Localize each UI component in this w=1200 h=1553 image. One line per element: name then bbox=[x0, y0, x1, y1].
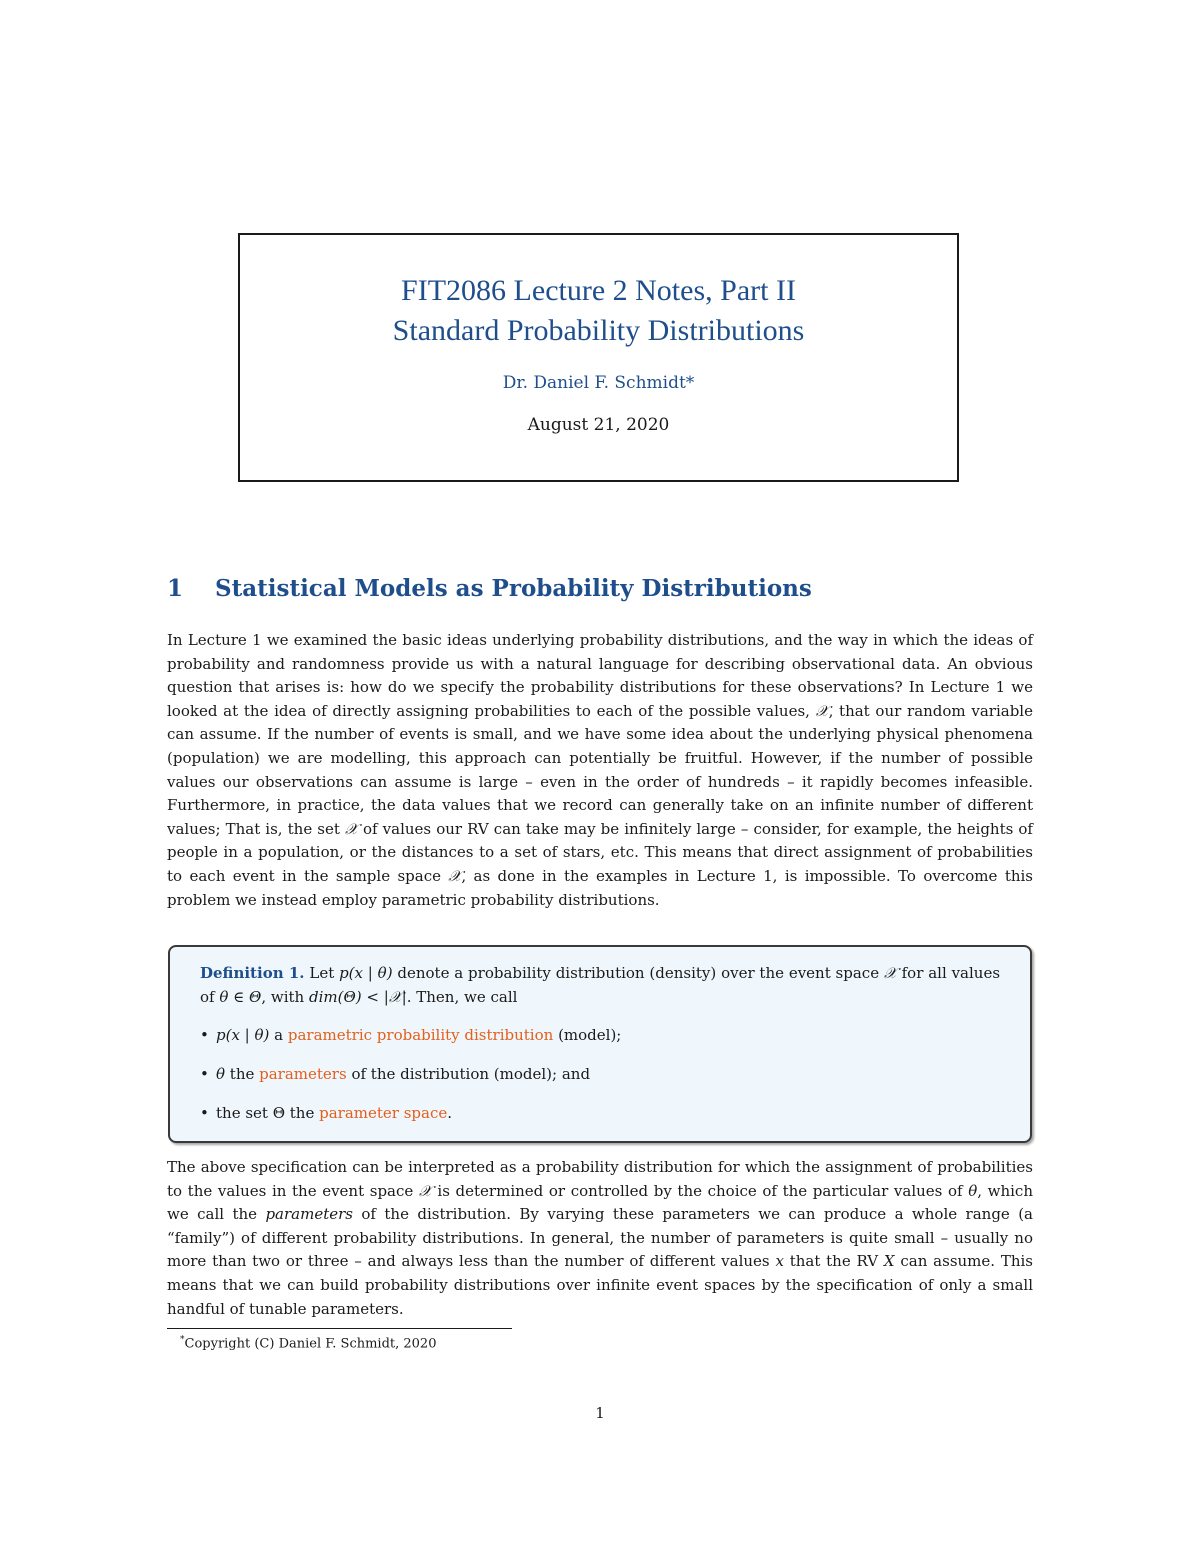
text-run: . Then, we call bbox=[406, 988, 518, 1006]
bullet-icon: • bbox=[200, 1026, 209, 1044]
intro-paragraph bbox=[167, 629, 1033, 912]
text-run: of values our RV can take may be infinitely large – consider, for example, the heights of people in a population, or the distances to a set of stars, etc. This means that direct assignment of probabilities to each event in the sample space bbox=[167, 819, 1033, 885]
text-run: of the distribution. By varying these parameters we can produce a whole range (a “family”) of different probability distributions. In general, the number of parameters is quite small – usually no more than two or three – and always less than the number of different values bbox=[167, 1205, 1033, 1271]
highlighted-term: parametric probability distribution bbox=[287, 1026, 554, 1044]
text-run: The above specification can be interpreted as a probability distribution for which the assignment of probabilities to the values in the event space bbox=[167, 1158, 1033, 1200]
footnote-mark: * bbox=[180, 1335, 185, 1345]
author bbox=[240, 373, 957, 393]
document-title-line2: Standard Probability Distributions bbox=[392, 314, 805, 347]
emphasized-term: parameters bbox=[265, 1205, 353, 1224]
date: August 21, 2020 bbox=[527, 415, 670, 435]
math-symbol: 𝒳 bbox=[883, 964, 897, 982]
section-title: Statistical Models as Probability Distributions bbox=[215, 575, 812, 602]
math-expression: p(x | θ) bbox=[216, 1026, 270, 1044]
highlighted-term: parameters bbox=[259, 1065, 347, 1083]
text-run: denote a probability distribution (density) over the event space bbox=[392, 964, 884, 982]
footnote-text: Copyright (C) Daniel F. Schmidt, 2020 bbox=[184, 1336, 437, 1352]
math-symbol: 𝒳 bbox=[418, 1181, 432, 1200]
text-run: . bbox=[447, 1104, 453, 1122]
list-item bbox=[200, 1103, 621, 1123]
bullet-icon: • bbox=[200, 1065, 209, 1083]
page-number: 1 bbox=[595, 1404, 605, 1422]
math-symbol: θ bbox=[216, 1065, 226, 1083]
highlighted-term: parameter space bbox=[319, 1104, 448, 1122]
bullet-icon: • bbox=[200, 1104, 209, 1122]
text-run: , that our random variable can assume. If the number of events is small, and we have some idea about the underlying physical phenomena (population) we are modelling, this approach can potentially be fruitful. However, if the number of possible values our observations can assume is large – even in the order of hundreds – it rapidly becomes infeasible. Furthermore, in practice, the data values that we record can generally take on an infinite number of different values; That is, the set bbox=[167, 701, 1033, 838]
text-run: for all values of bbox=[200, 964, 1001, 1006]
document-title-line1: FIT2086 Lecture 2 Notes, Part II bbox=[401, 274, 796, 307]
math-expression: θ ∈ Θ bbox=[219, 988, 262, 1006]
explanation-paragraph bbox=[167, 1156, 1033, 1321]
definition-intro bbox=[200, 961, 1000, 1009]
text-run: that the RV bbox=[783, 1252, 884, 1271]
definition-list bbox=[200, 1025, 621, 1142]
math-expression: p(x | θ) bbox=[339, 964, 393, 982]
title-block bbox=[238, 233, 959, 482]
math-symbol: 𝒳 bbox=[345, 819, 358, 838]
math-symbol: 𝒳 bbox=[448, 866, 462, 885]
text-run: , as done in the examples in Lecture 1, is impossible. To overcome this problem we instead employ parametric probability distributions. bbox=[167, 866, 1034, 909]
definition-label: Definition 1. bbox=[200, 964, 305, 982]
text-run: , which we call the bbox=[167, 1181, 1033, 1224]
footnote-separator bbox=[167, 1328, 512, 1329]
math-expression: dim(Θ) < |𝒳| bbox=[308, 988, 407, 1006]
text-run: Let bbox=[304, 964, 340, 982]
author-footnote-mark: * bbox=[685, 373, 695, 393]
text-run: is determined or controlled by the choice of the particular values of bbox=[431, 1181, 969, 1200]
text-run: the set Θ the bbox=[216, 1104, 320, 1122]
math-symbol: X bbox=[883, 1252, 895, 1271]
section-number: 1 bbox=[167, 575, 184, 602]
author-name: Dr. Daniel F. Schmidt bbox=[502, 373, 686, 393]
definition-box bbox=[168, 945, 1032, 1143]
section-heading bbox=[167, 575, 812, 602]
math-symbol: 𝒳 bbox=[815, 701, 829, 720]
text-run: , with bbox=[261, 988, 309, 1006]
text-run: can assume. This means that we can build probability distributions over infinite event spaces by the specification of only a small handful of tunable parameters. bbox=[167, 1252, 1034, 1318]
text-run: In Lecture 1 we examined the basic ideas underlying probability distributions, and the way in which the ideas of probability and randomness provide us with a natural language for describing observational data. An obvious question that arises is: how do we specify the probability distributions for these observations? In Lecture 1 we looked at the idea of directly assigning probabilities to each of the possible values, bbox=[167, 631, 1033, 720]
text-run: (model); bbox=[553, 1026, 622, 1044]
text-run: of the distribution (model); and bbox=[346, 1065, 591, 1083]
text-run: the bbox=[225, 1065, 260, 1083]
list-item bbox=[200, 1064, 621, 1084]
text-run: a bbox=[269, 1026, 288, 1044]
footnote bbox=[180, 1335, 436, 1351]
list-item bbox=[200, 1025, 621, 1045]
math-symbol: θ bbox=[968, 1181, 978, 1200]
math-symbol: x bbox=[775, 1252, 784, 1271]
